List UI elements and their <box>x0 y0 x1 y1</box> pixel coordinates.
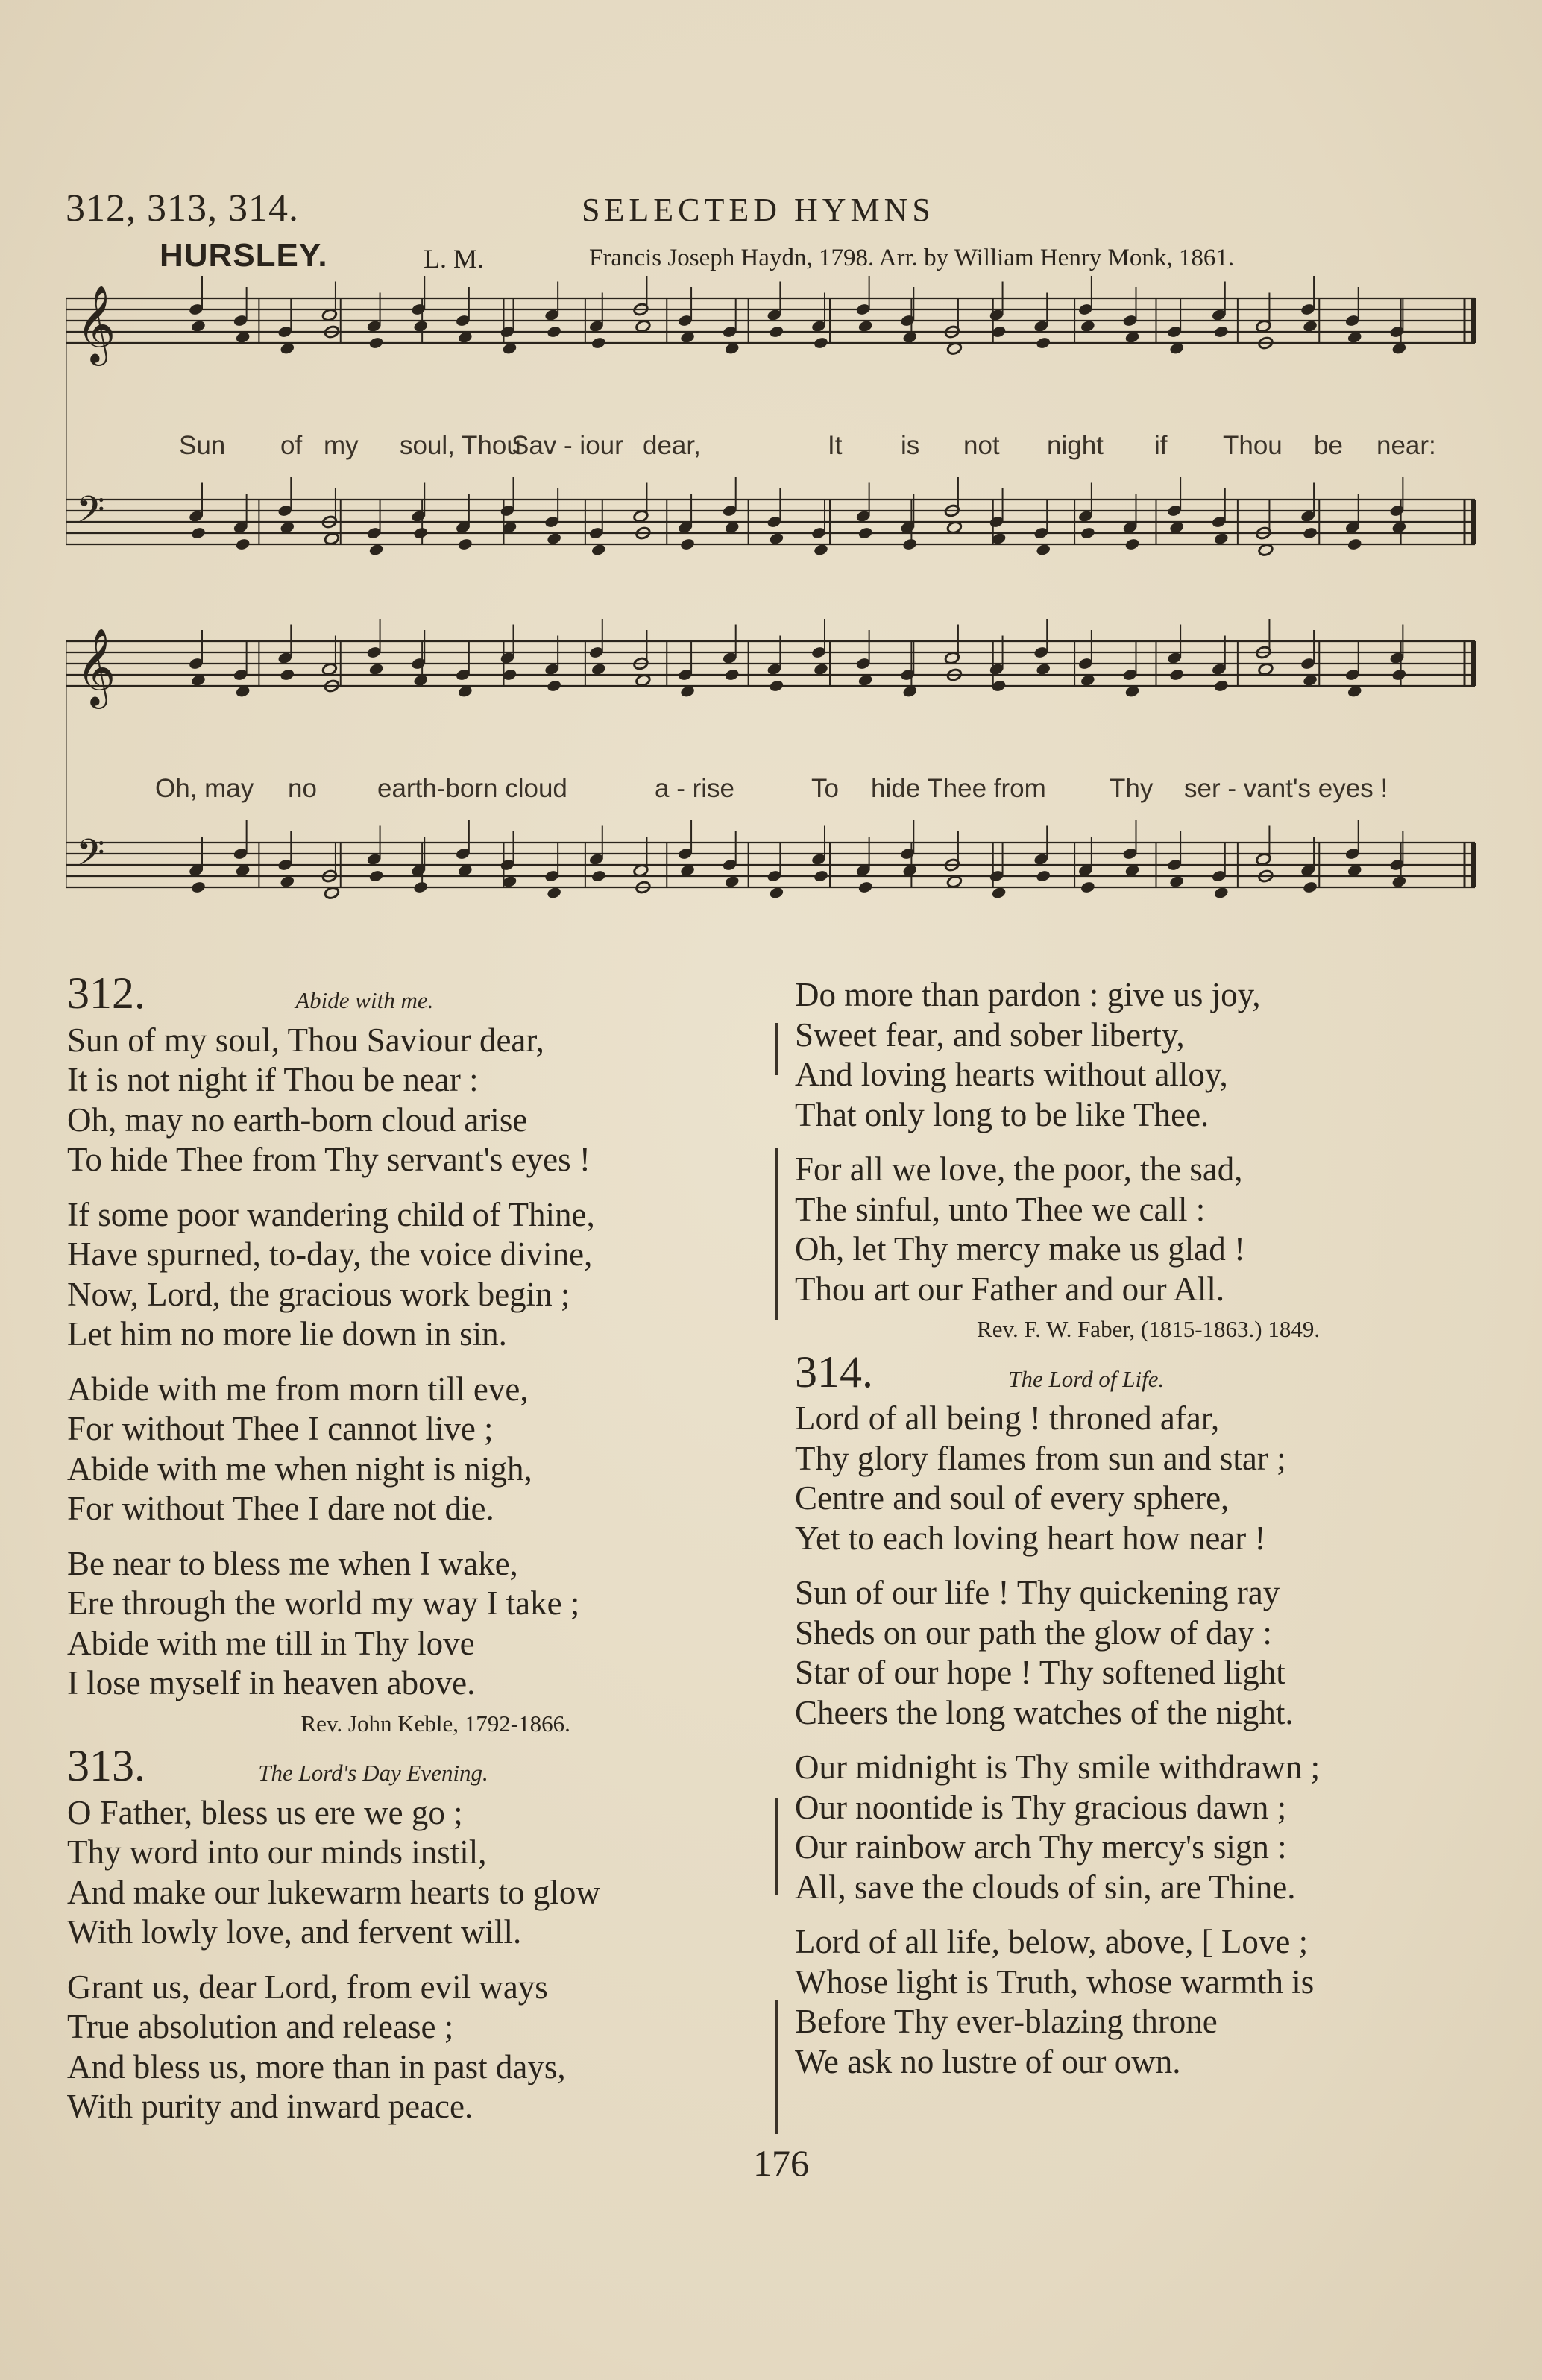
lyric-syllable: Oh, may <box>155 774 254 803</box>
hymn-314-line: Sun of our life ! Thy quickening ray <box>795 1574 1280 1611</box>
lyric-syllable: a - rise <box>655 774 734 803</box>
lyric-syllable: Sun <box>179 431 226 460</box>
svg-text:𝄢: 𝄢 <box>76 831 105 884</box>
hymn-314-line: Star of our hope ! Thy softened light <box>795 1654 1285 1691</box>
lyric-syllable: hide Thee from <box>871 774 1046 803</box>
hymn-313-subtitle: The Lord's Day Evening. <box>258 1760 488 1786</box>
hymn-314-line: Lord of all being ! throned afar, <box>795 1400 1220 1437</box>
hymn-313-line: And loving hearts without alloy, <box>795 1056 1228 1093</box>
stanza-gap <box>795 1135 1320 1150</box>
right-column <box>795 975 1320 2082</box>
hymn-312-line: Let him no more lie down in sin. <box>67 1315 507 1353</box>
hymn-313-line: Thy word into our minds instil, <box>67 1833 487 1871</box>
hymn-314-line: We ask no lustre of our own. <box>795 2042 1181 2080</box>
column-rule-4 <box>775 1148 778 1320</box>
hymn-312-heading <box>67 971 600 1021</box>
lyric-syllable: near: <box>1376 431 1436 460</box>
left-column <box>67 971 600 2127</box>
hymn-312-line: It is not night if Thou be near : <box>67 1061 479 1098</box>
lyric-syllable: It <box>828 431 843 460</box>
hymn-312-text <box>67 1021 600 1704</box>
hymn-312-subtitle: Abide with me. <box>295 987 434 1013</box>
svg-text:𝄢: 𝄢 <box>76 488 105 541</box>
hymn-313-line: The sinful, unto Thee we call : <box>795 1190 1206 1228</box>
hymn-313-heading <box>67 1743 600 1793</box>
lyric-syllable: To <box>811 774 839 803</box>
stanza-gap <box>67 1529 600 1544</box>
hymn-314-line: Our midnight is Thy smile withdrawn ; <box>795 1748 1321 1786</box>
composer-credit: Francis Joseph Haydn, 1798. Arr. by William Henry Monk, 1861. <box>589 245 1235 271</box>
hymn-312-line: For without Thee I dare not die. <box>67 1490 494 1527</box>
hymn-312-line: Have spurned, to-day, the voice divine, <box>67 1235 593 1273</box>
hymn-314-heading <box>795 1347 1320 1400</box>
hymn-312-line: Abide with me when night is nigh, <box>67 1449 532 1488</box>
hymn-312-line: Be near to bless me when I wake, <box>67 1544 518 1582</box>
hymn-312-line: For without Thee I cannot live ; <box>67 1410 494 1447</box>
hymn-313-line: And bless us, more than in past days, <box>67 2047 566 2085</box>
hymn-312-line: I lose myself in heaven above. <box>67 1664 476 1701</box>
hymn-314-line: Thy glory flames from sun and star ; <box>795 1439 1286 1477</box>
lyric-syllable: ser - vant's eyes ! <box>1184 774 1388 803</box>
column-rule-3 <box>775 2000 778 2134</box>
hymn-312-line: Ere through the world my way I take ; <box>67 1584 580 1622</box>
lyric-syllable: if <box>1154 431 1168 460</box>
lyric-syllable: no <box>288 774 317 803</box>
lyric-syllable: soul, Thou <box>400 431 521 460</box>
music-score <box>66 276 1490 947</box>
stanza-gap <box>67 1953 600 1968</box>
stanza-gap <box>795 1558 1320 1573</box>
hymn-313-line: With purity and inward peace. <box>67 2088 473 2125</box>
hymn-314-line: Our noontide is Thy gracious dawn ; <box>795 1788 1287 1826</box>
stanza-gap <box>67 1355 600 1370</box>
lyric-syllable: my <box>324 431 359 460</box>
svg-text:𝄞: 𝄞 <box>76 628 116 706</box>
lyric-syllable: not <box>963 431 1000 460</box>
hymn-312-line: Now, Lord, the gracious work begin ; <box>67 1275 570 1313</box>
hymn-314-subtitle: The Lord of Life. <box>1008 1365 1165 1392</box>
hymn-314-number: 314. <box>795 1347 873 1397</box>
lyric-syllable: dear, <box>643 431 701 460</box>
hymn-313-line: Sweet fear, and sober liberty, <box>795 1016 1185 1054</box>
hymn-312-number: 312. <box>67 969 145 1018</box>
hymn-313-text <box>67 1793 600 2127</box>
section-title: SELECTED HYMNS <box>582 192 935 228</box>
hymn-312-line: Oh, may no earth-born cloud arise <box>67 1101 528 1139</box>
lyric-syllable: Sav - iour <box>512 431 623 460</box>
hymn-313-continued-text <box>795 975 1320 1309</box>
hymn-314-text <box>795 1399 1320 2082</box>
hymn-313-line: For all we love, the poor, the sad, <box>795 1150 1243 1188</box>
hymn-314-line: Sheds on our path the glow of day : <box>795 1614 1272 1652</box>
lyric-syllable: is <box>901 431 920 460</box>
hymn-314-line: Centre and soul of every sphere, <box>795 1479 1230 1517</box>
page-number: 176 <box>753 2142 809 2184</box>
lyric-syllable: night <box>1047 431 1104 460</box>
column-rule-1 <box>775 1023 778 1075</box>
hymn-313-line: Thou art our Father and our All. <box>795 1270 1225 1308</box>
hymn-314-line: Yet to each loving heart how near ! <box>795 1519 1266 1557</box>
hymn-313-line: With lowly love, and fervent will. <box>67 1913 522 1951</box>
hymn-314-line: All, save the clouds of sin, are Thine. <box>795 1868 1296 1906</box>
hymn-314-line: Our rainbow arch Thy mercy's sign : <box>795 1828 1287 1866</box>
hymn-313-line: True absolution and release ; <box>67 2008 454 2045</box>
stanza-gap <box>795 1907 1320 1922</box>
hymn-313-line: Oh, let Thy mercy make us glad ! <box>795 1230 1246 1268</box>
hymn-313-number: 313. <box>67 1741 145 1790</box>
lyric-syllable: Thou <box>1223 431 1283 460</box>
lyric-syllable: be <box>1314 431 1343 460</box>
tune-name: HURSLEY. <box>160 237 328 274</box>
stanza-gap <box>795 1733 1320 1748</box>
hymn-313-line: Do more than pardon : give us joy, <box>795 976 1261 1013</box>
hymn-313-line: And make our lukewarm hearts to glow <box>67 1873 600 1911</box>
hymn-314-line: Lord of all life, below, above, [ Love ; <box>795 1923 1309 1960</box>
hymn-313-attribution: Rev. F. W. Faber, (1815-1863.) 1849. <box>977 1316 1321 1342</box>
stanza-gap <box>67 1180 600 1195</box>
hymn-312-line: Sun of my soul, Thou Saviour dear, <box>67 1021 544 1059</box>
lyric-syllable: of <box>280 431 303 460</box>
hymn-312-attribution: Rev. John Keble, 1792-1866. <box>300 1710 570 1737</box>
hymn-314-line: Cheers the long watches of the night. <box>795 1693 1294 1731</box>
lyric-syllable: earth-born cloud <box>377 774 567 803</box>
hymn-312-line: To hide Thee from Thy servant's eyes ! <box>67 1141 591 1178</box>
hymn-312-line: If some poor wandering child of Thine, <box>67 1195 595 1233</box>
hymn-313-line: O Father, bless us ere we go ; <box>67 1793 463 1831</box>
meter: L. M. <box>424 244 484 274</box>
hymn-313-line: That only long to be like Thee. <box>795 1095 1209 1133</box>
lyric-syllable: Thy <box>1110 774 1154 803</box>
column-rule-2 <box>775 1798 778 1895</box>
hymn-314-line: Whose light is Truth, whose warmth is <box>795 1962 1315 2000</box>
hymn-314-line: Before Thy ever-blazing throne <box>795 2003 1218 2040</box>
svg-text:𝄞: 𝄞 <box>76 285 116 363</box>
hymn-312-line: Abide with me till in Thy love <box>67 1624 475 1662</box>
hymn-312-line: Abide with me from morn till eve, <box>67 1370 529 1408</box>
hymn-numbers: 312, 313, 314. <box>66 187 299 230</box>
hymn-313-line: Grant us, dear Lord, from evil ways <box>67 1968 548 2006</box>
